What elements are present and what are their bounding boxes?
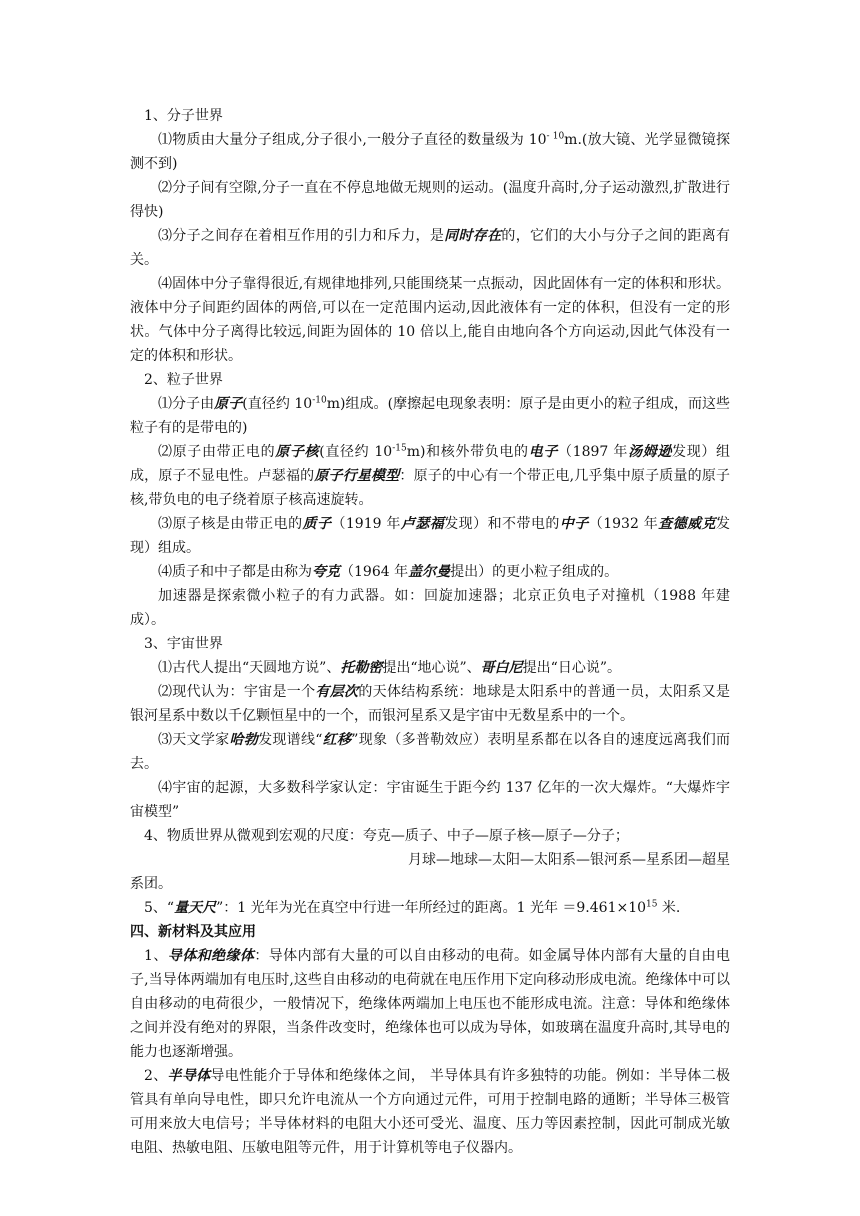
paragraph: ⑵分子间有空隙,分子一直在不停息地做无规则的运动。(温度升高时,分子运动激烈,扩散进行得快): [130, 180, 730, 220]
paragraph: 2、半导体导电性能介于导体和绝缘体之间， 半导体具有许多独特的功能。例如：半导体二极管具有单向导电性，即只允许电流从一个方向通过元件，可用于控制电路的通断；半导体三极管可用来放大电信号；半导体材料的电阻大小还可受光、温度、压力等因素控制，因此可制成光敏电阻、热敏电阻、压敏电阻等元件，用于计算机等电子仪器内。: [130, 1068, 731, 1156]
paragraph: ⑷质子和中子都是由称为夸克（1964 年盖尔曼提出）的更小粒子组成的。: [158, 564, 619, 580]
scale-line-micro: 4、物质世界从微观到宏观的尺度：夸克—质子、中子—原子核—原子—分子；: [144, 828, 629, 844]
paragraph: 加速器是探索微小粒子的有力武器。如：回旋加速器；北京正负电子对撞机（1988 年建成）。: [130, 588, 730, 628]
heading-new-materials: 四、新材料及其应用: [130, 924, 256, 940]
heading-particle-world: 2、粒子世界: [144, 372, 223, 388]
paragraph: ⑷宇宙的起源，大多数科学家认定：宇宙诞生于距今约 137 亿年的一次大爆炸。“大爆炸宇宙模型”: [130, 780, 730, 820]
paragraph: ⑵现代认为：宇宙是一个有层次的天体结构系统：地球是太阳系中的普通一员，太阳系又是银河星系中数以千亿颗恒星中的一个，而银河星系又是宇宙中无数星系中的一个。: [130, 684, 731, 724]
light-year-line: 5、“量天尺”：1 光年为光在真空中行进一年所经过的距离。1 光年 $=9.461\times 10^{15}$ 米.: [144, 899, 681, 916]
paragraph: 1、导体和绝缘体：导体内部有大量的可以自由移动的电荷。如金属导体内部有大量的自由电子,当导体两端加有电压时,这些自由移动的电荷就在电压作用下定向移动形成电流。绝缘体中可以自由移动的电荷很少，一般情况下，绝缘体两端加上电压也不能形成电流。注意：导体和绝缘体之间并没有绝对的界限，当条件改变时，绝缘体也可以成为导体，如玻璃在温度升高时,其导电的能力也逐渐增强。: [130, 948, 730, 1060]
paragraph: ⑵原子由带正电的原子核(直径约 $10^{-15}m$)和核外带负电的电子（1897 年汤姆逊发现）组成，原子不显电性。卢瑟福的原子行星模型：原子的中心有一个带正电,几乎集中原子质量的原子核,带负电的电子绕着原子核高速旋转。: [130, 443, 731, 508]
scale-line-macro: 月球—地球—太阳—太阳系—银河系—星系团—超星: [408, 852, 730, 868]
heading-molecular-world: 1、分子世界: [144, 108, 223, 124]
heading-universe-world: 3、宇宙世界: [144, 636, 223, 652]
paragraph: ⑶分子之间存在着相互作用的引力和斥力，是同时存在的，它们的大小与分子之间的距离有关。: [130, 228, 731, 268]
paragraph: ⑴古代人提出“天圆地方说”、托勒密提出“地心说”、哥白尼提出“日心说”。: [158, 660, 621, 676]
paragraph: ⑶原子核是由带正电的质子（1919 年卢瑟福发现）和不带电的中子（1932 年查德威克发现）组成。: [130, 516, 731, 556]
scale-line-end: 系团。: [130, 876, 172, 892]
paragraph: ⑷固体中分子靠得很近,有规律地排列,只能围绕某一点振动，因此固体有一定的体积和形状。液体中分子间距约固体的两倍,可以在一定范围内运动,因此液体有一定的体积，但没有一定的形状。气体中分子离得比较远,间距为固体的 10 倍以上,能自由地向各个方向运动,因此气体没有一定的体积和形状。: [130, 276, 730, 364]
paragraph: ⑶天文学家哈勃发现谱线“红移”现象（多普勒效应）表明星系都在以各自的速度远离我们而去。: [130, 732, 731, 772]
paragraph: ⑴分子由原子(直径约 $10^{-10}m$)组成。(摩擦起电现象表明：原子是由更小的粒子组成，而这些粒子有的是带电的): [130, 395, 731, 436]
paragraph: ⑴物质由大量分子组成,分子很小,一般分子直径的数量级为 $10^{- 10}m$.(放大镜、光学显微镜探测不到): [130, 131, 730, 172]
